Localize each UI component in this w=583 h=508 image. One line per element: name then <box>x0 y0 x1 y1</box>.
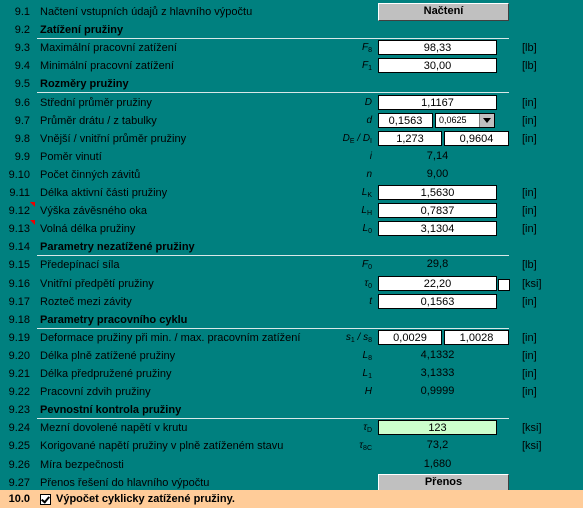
row-number: 9.14 <box>8 241 30 254</box>
row-label: Minimální pracovní zatížení <box>40 60 174 73</box>
row-label: Rozteč mezi závity <box>40 295 132 308</box>
row-number: 9.23 <box>8 404 30 417</box>
row-9-8 <box>0 130 583 148</box>
unit-label: [in] <box>522 96 537 109</box>
symbol: $\tau_D$ <box>363 422 372 435</box>
symbol: d <box>366 114 372 126</box>
row-label: Poměr vinutí <box>40 150 102 163</box>
unit-label: [in] <box>522 114 537 127</box>
symbol: $F_1$ <box>361 60 372 73</box>
row-label: Výška závěsného oka <box>40 205 148 218</box>
value-field: 0,7837 <box>378 203 497 218</box>
row-9-27 <box>0 474 583 492</box>
footer-number: 10.0 <box>8 493 30 505</box>
row-number: 9.7 <box>14 114 30 127</box>
row-number: 9.13 <box>8 223 30 236</box>
row-9-13 <box>0 220 583 238</box>
load-button[interactable]: Načtení <box>378 3 509 21</box>
symbol: $D_E / D_I$ <box>342 132 372 145</box>
row-label: Střední průměr pružiny <box>40 96 152 109</box>
row-label: Mezní dovolené napětí v krutu <box>40 422 188 435</box>
value-field[interactable]: 0,1563 <box>378 113 433 128</box>
section-10-header <box>0 490 583 508</box>
section-heading: Zatížení pružiny <box>40 24 124 37</box>
row-number: 9.25 <box>8 440 30 453</box>
row-9-9 <box>0 148 583 166</box>
row-label: Průměr drátu / z tabulky <box>40 114 157 127</box>
row-9-25 <box>0 437 583 455</box>
row-9-1 <box>0 3 583 21</box>
row-number: 9.27 <box>8 476 30 489</box>
unit-label: [in] <box>522 368 537 380</box>
row-9-17 <box>0 293 583 311</box>
unit-label: [in] <box>522 386 537 399</box>
value-field: 0,9999 <box>420 385 455 398</box>
value-field[interactable]: 22,20 <box>378 276 497 291</box>
symbol: $\tau_{8C}$ <box>359 440 372 453</box>
unit-label: [ksi] <box>522 440 542 453</box>
row-label: Vnější / vnitřní průměr pružiny <box>40 132 187 145</box>
row-9-24 <box>0 419 583 437</box>
row-label: Vnitřní předpětí pružiny <box>40 277 154 290</box>
value-field-2: 1,0028 <box>444 330 509 345</box>
row-label: Korigované napětí pružiny v plně zatíženém stavu <box>40 440 284 453</box>
symbol: $F_8$ <box>361 42 372 55</box>
value-field: 1,5630 <box>378 185 497 200</box>
row-label: Délka aktivní části pružiny <box>40 187 168 199</box>
wire-table-dropdown[interactable]: 0,0625 <box>435 113 495 128</box>
value-field: 7,14 <box>426 149 449 162</box>
value-field[interactable]: 30,00 <box>378 58 497 73</box>
row-9-19 <box>0 329 583 347</box>
row-number: 9.22 <box>8 386 30 399</box>
row-number: 9.4 <box>14 60 30 73</box>
row-9-23 <box>0 401 583 419</box>
symbol: i <box>369 150 372 162</box>
value-field[interactable]: 9,00 <box>426 167 449 180</box>
row-9-11 <box>0 184 583 202</box>
symbol: $L_K$ <box>361 187 372 199</box>
row-number: 9.5 <box>14 78 30 91</box>
unit-label: [in] <box>522 331 537 344</box>
row-number: 9.20 <box>8 349 30 362</box>
section-heading: Pevnostní kontrola pružiny <box>40 404 182 417</box>
value-field: 123 <box>378 420 497 435</box>
row-number: 9.17 <box>8 295 30 308</box>
row-label: Načtení vstupních údajů z hlavního výpočtu <box>40 6 253 18</box>
symbol: $L_8$ <box>362 349 372 362</box>
row-label: Přenos řešení do hlavního výpočtu <box>40 476 210 489</box>
unit-label: [in] <box>522 205 537 218</box>
row-9-2 <box>0 21 583 39</box>
row-label: Délka předpružené pružiny <box>40 368 172 380</box>
comment-marker-icon <box>30 202 35 207</box>
row-label: Pracovní zdvih pružiny <box>40 386 151 399</box>
row-number: 9.16 <box>8 277 30 290</box>
unit-label: [ksi] <box>522 277 542 290</box>
value-field[interactable]: 98,33 <box>378 40 497 55</box>
row-number: 9.3 <box>14 42 30 55</box>
value-field: 3,1304 <box>378 221 497 236</box>
value-field: 1,273 <box>378 131 442 146</box>
row-9-22 <box>0 383 583 401</box>
row-number: 9.9 <box>14 150 30 163</box>
row-9-10 <box>0 166 583 184</box>
row-label: Míra bezpečnosti <box>40 458 124 471</box>
unit-label: [in] <box>522 187 537 199</box>
row-number: 9.18 <box>8 313 30 326</box>
value-field: 29,8 <box>426 258 449 271</box>
unit-label: [in] <box>522 349 537 362</box>
row-9-12 <box>0 202 583 220</box>
row-9-18 <box>0 311 583 329</box>
unit-label: [ksi] <box>522 422 542 435</box>
value-field: 0,1563 <box>378 294 497 309</box>
symbol: $F_0$ <box>361 259 372 272</box>
value-field[interactable]: 1,1167 <box>378 95 497 110</box>
row-label: Maximální pracovní zatížení <box>40 42 177 55</box>
row-9-4 <box>0 57 583 75</box>
unit-label: [in] <box>522 223 537 236</box>
row-number: 9.26 <box>8 458 30 471</box>
value-field: 0,0029 <box>378 330 442 345</box>
row-9-3 <box>0 39 583 57</box>
value-field: 4,1332 <box>420 348 455 361</box>
unit-label: [lb] <box>522 42 537 55</box>
row-9-7 <box>0 112 583 130</box>
row-9-26 <box>0 456 583 474</box>
value-field: 3,1333 <box>420 367 455 379</box>
row-number: 9.19 <box>8 331 30 344</box>
cyclic-load-checkbox[interactable] <box>40 494 51 505</box>
row-number: 9.10 <box>8 168 30 181</box>
transfer-button[interactable]: Přenos <box>378 474 509 492</box>
value-field: 73,2 <box>426 439 449 452</box>
row-label: Deformace pružiny při min. / max. pracovním zatížení <box>40 331 301 344</box>
row-number: 9.6 <box>14 96 30 109</box>
row-number: 9.11 <box>9 187 30 199</box>
symbol: $L_H$ <box>361 205 372 218</box>
symbol: D <box>364 96 372 108</box>
value-field-2: 0,9604 <box>444 131 509 146</box>
unit-label: [in] <box>522 132 537 145</box>
symbol: t <box>369 295 372 307</box>
symbol: n <box>366 168 372 180</box>
footer-label: Výpočet cyklicky zatížené pružiny. <box>56 493 235 505</box>
row-label: Délka plně zatížené pružiny <box>40 349 176 362</box>
row-number: 9.24 <box>8 422 30 435</box>
row-label: Volná délka pružiny <box>40 223 136 236</box>
row-9-21 <box>0 365 583 383</box>
row-label: Počet činných závitů <box>40 168 141 181</box>
row-9-16 <box>0 275 583 293</box>
section-heading: Parametry nezatížené pružiny <box>40 241 195 254</box>
chevron-down-icon[interactable] <box>479 114 494 127</box>
section-heading: Parametry pracovního cyklu <box>40 313 188 326</box>
symbol: $\tau_0$ <box>364 277 372 290</box>
section-heading: Rozměry pružiny <box>40 78 129 91</box>
row-9-14 <box>0 238 583 256</box>
comment-marker-icon <box>30 220 35 225</box>
unit-label: [in] <box>522 295 537 308</box>
symbol: $L_0$ <box>362 223 372 236</box>
row-number: 9.2 <box>14 24 30 37</box>
row-9-6 <box>0 94 583 112</box>
row-number: 9.21 <box>8 368 30 380</box>
value-field: 1,680 <box>423 457 452 470</box>
row-number: 9.8 <box>14 132 30 145</box>
row-number: 9.15 <box>8 259 30 272</box>
symbol: $s_1 / s_8$ <box>345 331 372 344</box>
row-9-5 <box>0 75 583 93</box>
row-number: 9.12 <box>8 205 30 218</box>
row-9-20 <box>0 347 583 365</box>
symbol: H <box>364 386 372 398</box>
unit-label: [lb] <box>522 60 537 73</box>
symbol: $L_1$ <box>362 368 372 380</box>
row-number: 9.1 <box>14 6 30 18</box>
unit-label: [lb] <box>522 259 537 272</box>
preload-checkbox[interactable] <box>498 279 510 291</box>
row-9-15 <box>0 256 583 274</box>
row-label: Předepínací síla <box>40 259 120 272</box>
